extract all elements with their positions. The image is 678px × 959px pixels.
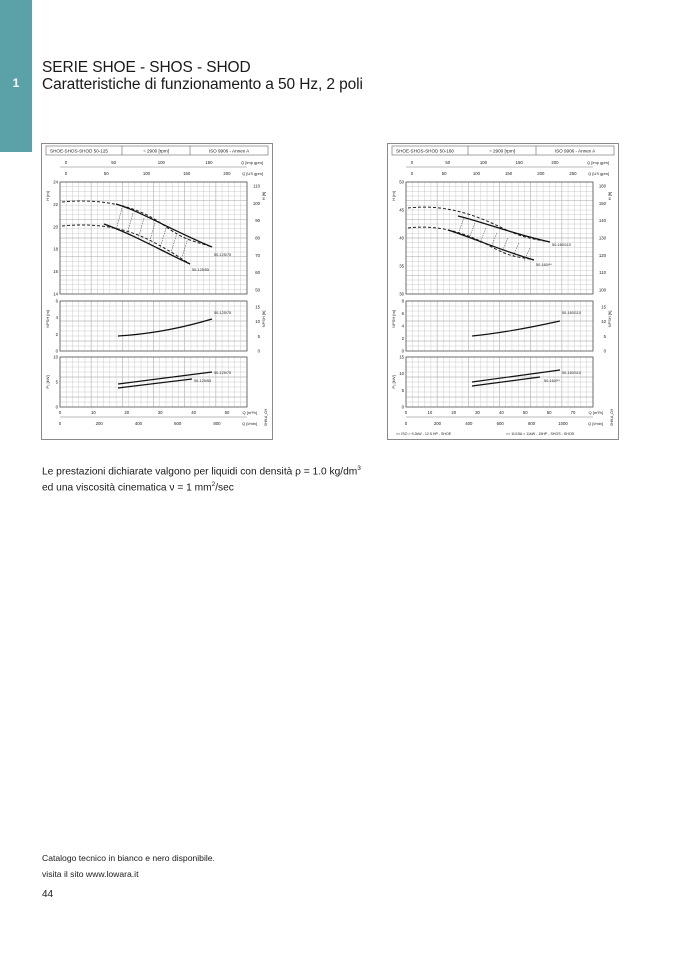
curve-label: 50-125/75 <box>214 253 232 257</box>
h-axis-tick: 14 <box>53 291 58 297</box>
bottom-axis-tick: 40 <box>191 410 196 415</box>
head-curve <box>104 224 190 264</box>
efficiency-line <box>127 213 133 235</box>
h-ft-axis-tick: 130 <box>598 235 606 241</box>
power-axis-tick: 0 <box>401 404 404 410</box>
bottom-axis-tick: 600 <box>174 421 182 426</box>
power-axis-tick: 5 <box>401 387 404 393</box>
power-axis-tick: 10 <box>53 354 58 360</box>
density-note-sup: 3 <box>357 465 361 472</box>
top-axis-tick: 150 <box>515 160 523 165</box>
npsh-curve-label: 50-160/110 <box>562 311 581 315</box>
chart-model-label: SHOE-SHOS-SHOD 50-160 <box>396 148 454 154</box>
power-axis-tick: 15 <box>399 354 404 360</box>
page-number: 44 <box>42 889 54 900</box>
page-title: SERIE SHOE - SHOS - SHOD <box>42 59 251 76</box>
npsh-ft-axis-tick: 0 <box>603 348 606 354</box>
npsh-axis-tick: 2 <box>401 336 404 341</box>
h-axis-tick: 30 <box>399 291 404 297</box>
npsh-ft-axis-tick: 0 <box>257 348 260 354</box>
h-axis-tick: 35 <box>399 263 404 269</box>
bottom-axis-unit: Q [m³/h] <box>242 410 257 415</box>
npsh-axis-tick: 6 <box>55 298 58 304</box>
top-axis-tick: 50 <box>111 160 117 165</box>
npsh-ft-axis-label: NPSH [ft] <box>261 310 266 328</box>
h-ft-axis-tick: 50 <box>255 287 260 293</box>
power-curve <box>472 377 540 386</box>
npsh-ft-axis-label: NPSH [ft] <box>607 310 612 328</box>
h-ft-axis-label: H [ft] <box>607 191 612 201</box>
h-ft-axis-tick: 150 <box>598 200 606 206</box>
power-axis-label: P₂ [kW] <box>45 375 50 389</box>
chart-svg <box>388 144 618 439</box>
top-axis-tick: 200 <box>223 171 231 176</box>
power-curve-label: 50-160/** <box>544 379 560 383</box>
bottom-axis-tick: 20 <box>451 410 457 415</box>
h-axis-label: H [m] <box>45 191 50 201</box>
h-ft-axis-tick: 100 <box>598 287 606 293</box>
npsh-ft-axis-tick: 15 <box>601 304 606 310</box>
section-number: 1 <box>12 76 20 90</box>
power-axis-tick: 10 <box>399 371 404 377</box>
h-ft-axis-label: H [ft] <box>261 191 266 201</box>
bottom-axis-unit: Q [m³/h] <box>588 410 603 415</box>
npsh-ft-axis-tick: 10 <box>255 319 260 325</box>
chart-footer-note: << ISO > 9.2kW - 12.5 HP - SHOE <box>396 432 452 436</box>
page-subtitle: Caratteristiche di funzionamento a 50 Hz, 2 poli <box>42 76 363 93</box>
npsh-ft-axis-tick: 10 <box>601 319 606 325</box>
bottom-axis-tick: 1000 <box>558 421 568 426</box>
section-tab <box>0 0 32 152</box>
npsh-axis-label: NPSH [m] <box>45 310 50 328</box>
bottom-axis-tick: 30 <box>475 410 480 415</box>
h-ft-axis-tick: 60 <box>255 270 260 276</box>
bottom-axis-tick: 40 <box>499 410 504 415</box>
power-curve-label: 50-160/110 <box>562 371 581 375</box>
chart-standard-label: ISO 9906 - Annex A <box>208 148 250 154</box>
power-axis-tick: 0 <box>55 404 58 410</box>
efficiency-line <box>458 218 464 234</box>
bottom-axis-tick: 600 <box>496 421 504 426</box>
h-axis-tick: 22 <box>53 201 58 207</box>
npsh-curve <box>118 319 212 336</box>
npsh-axis-label: NPSH [m] <box>391 310 396 328</box>
density-note <box>42 465 361 477</box>
top-axis-tick: 250 <box>569 171 577 176</box>
h-ft-axis-tick: 70 <box>255 252 260 258</box>
power-axis-label: P₂ [kW] <box>391 375 396 389</box>
top-axis-tick: 150 <box>205 160 213 165</box>
bottom-axis-tick: 10 <box>427 410 433 415</box>
bottom-axis-tick: 50 <box>224 410 230 415</box>
h-ft-axis-tick: 80 <box>255 235 260 241</box>
bottom-axis-tick: 200 <box>95 421 103 426</box>
top-axis-unit: Q [US gpm] <box>242 171 263 176</box>
top-axis-tick: 0 <box>410 171 414 176</box>
performance-chart-50-160 <box>387 143 619 440</box>
chart-svg <box>42 144 272 439</box>
npsh-axis-tick: 8 <box>401 298 404 304</box>
h-axis-label: H [m] <box>391 191 396 201</box>
top-axis-tick: 200 <box>537 171 545 176</box>
bottom-axis-tick: 800 <box>213 421 221 426</box>
bottom-axis-unit: Q [l/min] <box>588 421 603 426</box>
h-axis-tick: 18 <box>53 246 58 252</box>
power-curve-label: 50-125/55 <box>194 379 212 383</box>
head-curve-dashed <box>408 227 534 260</box>
npsh-axis-tick: 2 <box>55 331 58 337</box>
npsh-axis-tick: 4 <box>401 323 404 329</box>
bottom-axis-tick: 0 <box>58 410 62 415</box>
footer-catalogue-note: Catalogo tecnico in bianco e nero disponibile. <box>42 853 215 863</box>
top-axis-tick: 150 <box>183 171 191 176</box>
h-axis-tick: 24 <box>53 179 58 185</box>
power-axis-tick: 5 <box>55 379 58 385</box>
bottom-axis-tick: 400 <box>465 421 473 426</box>
curve-label: 50-160/110 <box>552 243 571 247</box>
viscosity-note-sup: 2 <box>211 481 216 488</box>
npsh-curve <box>472 321 560 336</box>
h-ft-axis-tick: 110 <box>253 183 260 189</box>
top-axis-unit: Q [Imp gpm] <box>240 160 263 165</box>
top-axis-tick: 150 <box>505 171 513 176</box>
top-axis-tick: 50 <box>445 160 451 165</box>
top-axis-tick: 200 <box>551 160 559 165</box>
head-curve <box>116 204 212 247</box>
bottom-axis-tick: 50 <box>522 410 528 415</box>
top-axis-tick: 50 <box>441 171 447 176</box>
chart-speed-label: ~ 2900 [rpm] <box>489 148 515 154</box>
h-axis-tick: 45 <box>399 207 404 213</box>
h-axis-tick: 50 <box>399 179 404 185</box>
bottom-axis-tick: 60 <box>546 410 552 415</box>
power-curve <box>118 379 192 388</box>
chart-side-code: SHH-A_CH <box>610 409 614 426</box>
performance-chart-50-125 <box>41 143 273 440</box>
viscosity-note <box>42 481 234 493</box>
top-axis-unit: Q [US gpm] <box>588 171 609 176</box>
chart-footer-note: >> 11/15A > 11kW - 15HP - SHOS - SHOD <box>506 432 575 436</box>
h-ft-axis-tick: 90 <box>255 218 260 224</box>
top-axis-tick: 50 <box>103 171 109 176</box>
bottom-axis-tick: 30 <box>157 410 163 415</box>
h-axis-tick: 16 <box>53 269 58 275</box>
top-axis-tick: 0 <box>410 160 414 165</box>
curve-label: 50-125/55 <box>192 268 210 272</box>
npsh-axis-tick: 4 <box>55 315 58 321</box>
top-axis-tick: 100 <box>157 160 165 165</box>
density-note-text: Le prestazioni dichiarate valgono per liquidi con densità ρ = 1.0 kg/dm <box>42 466 358 478</box>
bottom-axis-tick: 20 <box>124 410 130 415</box>
h-ft-axis-tick: 100 <box>252 200 260 206</box>
bottom-axis-unit: Q [l/min] <box>242 421 257 426</box>
power-curve-label: 50-125/75 <box>214 371 232 375</box>
viscosity-note-text: ed una viscosità cinematica ν = 1 mm <box>42 482 212 494</box>
top-axis-tick: 0 <box>64 171 68 176</box>
npsh-axis-tick: 0 <box>401 348 404 354</box>
bottom-axis-tick: 0 <box>404 410 408 415</box>
h-axis-tick: 40 <box>399 235 404 241</box>
h-ft-axis-tick: 140 <box>598 218 606 224</box>
curve-label: 50-160/** <box>536 263 552 267</box>
chart-standard-label: ISO 9906 - Annex A <box>554 148 596 154</box>
top-axis-tick: 100 <box>472 171 480 176</box>
chart-side-code: SHH-A_CH <box>264 409 268 426</box>
h-axis-tick: 20 <box>53 224 58 230</box>
head-curve-dashed <box>62 225 190 264</box>
bottom-axis-tick: 70 <box>570 410 576 415</box>
npsh-curve-label: 50-125/75 <box>214 311 232 315</box>
top-axis-unit: Q [Imp gpm] <box>586 160 609 165</box>
npsh-ft-axis-tick: 5 <box>603 333 606 339</box>
h-ft-axis-tick: 110 <box>599 270 606 276</box>
bottom-axis-tick: 10 <box>91 410 96 415</box>
h-ft-axis-tick: 160 <box>598 183 606 189</box>
npsh-axis-tick: 6 <box>401 311 404 316</box>
footer-website[interactable]: visita il sito www.lowara.it <box>42 869 139 879</box>
top-axis-tick: 0 <box>64 160 68 165</box>
npsh-ft-axis-tick: 15 <box>255 304 260 310</box>
chart-model-label: SHOE-SHOS-SHOD 50-125 <box>50 148 108 154</box>
chart-speed-label: ~ 2900 [rpm] <box>143 148 169 154</box>
bottom-axis-tick: 200 <box>433 421 441 426</box>
bottom-axis-tick: 800 <box>528 421 536 426</box>
npsh-ft-axis-tick: 5 <box>257 333 260 339</box>
bottom-axis-tick: 400 <box>134 421 143 426</box>
bottom-axis-tick: 0 <box>58 421 62 426</box>
efficiency-line <box>491 233 497 248</box>
npsh-axis-tick: 0 <box>55 348 58 354</box>
top-axis-tick: 100 <box>142 171 151 176</box>
viscosity-note-suffix: /sec <box>215 482 234 494</box>
bottom-axis-tick: 0 <box>404 421 408 426</box>
top-axis-tick: 100 <box>479 160 488 165</box>
h-ft-axis-tick: 120 <box>598 252 606 258</box>
